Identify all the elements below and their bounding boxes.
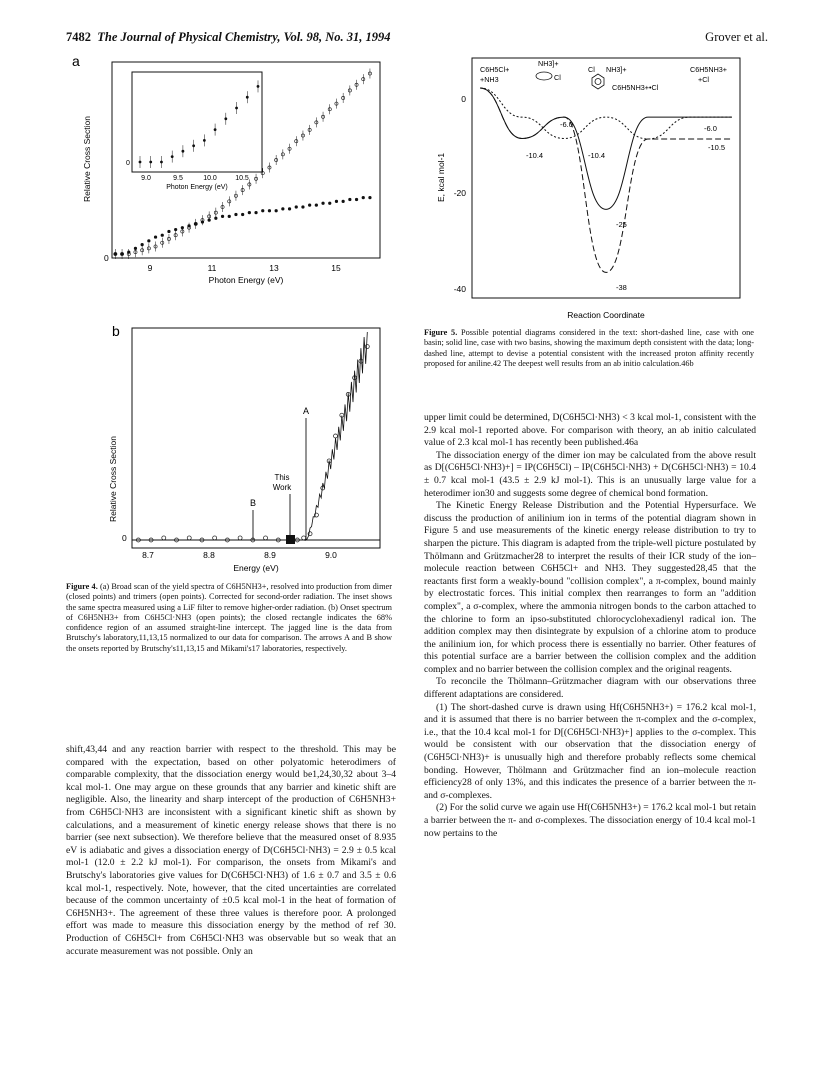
label-aniliniumcl: C6H5NH3+•Cl — [612, 83, 659, 92]
dimer-point — [368, 196, 371, 199]
short-dashed-curve — [480, 88, 732, 139]
dimer-point — [328, 202, 331, 205]
b-tick-8-8: 8.8 — [203, 550, 215, 560]
b-tick-8-9: 8.9 — [264, 550, 276, 560]
dimer-point — [288, 207, 291, 210]
running-header — [66, 30, 391, 45]
dimer-point — [342, 200, 345, 203]
dimer-point — [228, 215, 231, 218]
this-work-label-1: This — [274, 473, 290, 482]
figure5-chart — [420, 52, 750, 332]
y-tick-20: -20 — [453, 188, 466, 198]
figure4-caption — [66, 582, 392, 654]
b-tick-8-7: 8.7 — [142, 550, 154, 560]
onset-point — [238, 536, 242, 540]
dimer-point — [315, 204, 318, 207]
onset-point — [359, 359, 363, 363]
figure5-yticks — [454, 94, 467, 294]
dimer-point — [308, 204, 311, 207]
panel-a-xticks — [148, 263, 341, 273]
inset-zero: 0 — [126, 160, 130, 167]
journal-citation: The Journal of Physical Chemistry, Vol. 98, No. 31, 1994 — [97, 30, 391, 44]
benzene-ring-icon-2 — [592, 74, 604, 89]
inset-tick-9-5: 9.5 — [173, 175, 183, 182]
panel-a-zero: 0 — [104, 253, 109, 263]
label-cl-2: Cl — [588, 65, 595, 74]
a-tick-15: 15 — [331, 263, 341, 273]
inset-xticks — [141, 175, 249, 182]
panel-a-xlabel: Photon Energy (eV) — [208, 275, 284, 285]
dimer-point — [234, 213, 237, 216]
this-work-label-2: Work — [272, 483, 292, 492]
dimer-point — [348, 198, 351, 201]
right-paragraph-1: upper limit could be determined, D(C6H5Cl·NH3) < 3 kcal mol-1, consistent with the 2.9 kcal mol-1 reported above. For comparison with theory, an ab initio calculated value of 2.3 kcal mol-1 has recently been published.46a — [424, 412, 756, 449]
inset-tick-10-0: 10.0 — [203, 175, 217, 182]
figure4-panel-b — [60, 322, 390, 580]
inset-tick-9-0: 9.0 — [141, 175, 151, 182]
a-tick-13: 13 — [269, 263, 279, 273]
dimer-point — [355, 198, 358, 201]
panel-b-ylabel: Relative Cross Section — [108, 436, 118, 522]
right-column-text — [424, 412, 756, 840]
panel-b-frame — [132, 328, 380, 548]
label-c6h5nh3-plus: C6H5NH3+ — [690, 65, 727, 74]
panel-a-ylabel: Relative Cross Section — [82, 116, 92, 202]
dimer-point — [254, 211, 257, 214]
dimer-point — [295, 205, 298, 208]
annotation-minus-10-5-right: -10.5 — [708, 143, 726, 152]
dimer-point — [335, 200, 338, 203]
dimer-point — [301, 205, 304, 208]
annotation-minus-10-4-mid: -10.4 — [588, 151, 606, 160]
dimer-point — [167, 230, 170, 233]
onset-point — [187, 536, 191, 540]
dimer-point — [268, 209, 271, 212]
annotation-minus-6-0-left: -6.0 — [560, 120, 573, 129]
onset-point — [264, 536, 268, 540]
panel-b-points — [132, 332, 380, 542]
onset-point — [365, 345, 369, 349]
a-tick-11: 11 — [207, 263, 217, 273]
label-nh3-ion-1: NH3]+ — [538, 59, 559, 68]
dimer-point — [221, 215, 224, 218]
right-paragraph-4: To reconcile the Thölmann–Grützmacher diagram with our observations three different adaptations are considered. — [424, 676, 756, 701]
dimer-point — [147, 239, 150, 242]
figure5-caption-text: Possible potential diagrams considered in the text: short-dashed line, case with one basin; solid line, case with two basins, showing the maximum depth consistent with the data; long-dashed line, attempt to devise a potential consistent with the increased proton affinity recently proposed for aniline.42 The deepest well results from an ab initio calculation.46b — [424, 328, 754, 368]
annotation-minus-10-4-left: -10.4 — [526, 151, 544, 160]
annotation-minus-38: -38 — [616, 283, 627, 292]
dimer-point — [154, 235, 157, 238]
dimer-point — [261, 209, 264, 212]
arrow-b-label: B — [250, 498, 257, 508]
arrow-a-label: A — [303, 406, 310, 416]
label-c6h5cl-plus: C6H5Cl+ — [480, 65, 510, 74]
annotation-minus-6-0-right: -6.0 — [704, 124, 717, 133]
authors-header: Grover et al. — [705, 30, 768, 44]
dimer-point — [281, 207, 284, 210]
right-paragraph-5: (1) The short-dashed curve is drawn using Hf(C6H5NH3+) = 176.2 kcal mol-1, and it is assumed that there is no barrier between the π-complex and the σ-complex, i.e., that the 10.4 kcal mol-1 for D[(C6H5Cl·NH3)+] applies to the σ-complex. This would be consistent with our observation that the dissociation energy of (C6H5Cl·NH3)+ is unusually high and therefore probably reflects some chemical bonding. However, Thölmann and Grützmacher find an ion–molecule reaction efficiency28 of only 13%, and this indicates the presence of a barrier between the π- and σ-complexes. — [424, 701, 756, 801]
a-tick-9: 9 — [147, 263, 153, 273]
solid-curve — [480, 88, 732, 209]
panel-b-zero: 0 — [122, 533, 127, 543]
panel-b-label: b — [112, 323, 120, 339]
dimer-point — [161, 234, 164, 237]
figure5-ylabel: E, kcal mol-1 — [436, 152, 446, 202]
benzene-ring-icon-1 — [536, 72, 552, 80]
inset-tick-10-5: 10.5 — [235, 175, 249, 182]
figure4-caption-text: (a) Broad scan of the yield spectra of C6H5NH3+, resolved into production from dimer (closed points) and trimers (open points). Corrected for second-order radiation. The inset shows the same spectra measured using a LiF filter to remove higher-order radiation. (b) Onset spectrum of C6H5NH3+ from C6H5Cl·NH3 (open points); the closed rectangle indicates the 68% confidence region of an assumed straight-line intercept. The jagged line is the data from Brutschy's laboratory,11,13,15 normalized to our data for comparison. The arrows A and B show the onsets reported by Brutschy's11,13,15 and Mikami's17 laboratories, respectively. — [66, 582, 392, 653]
label-nh3-ion-2: NH3]+ — [606, 65, 627, 74]
figure4-panel-a — [60, 52, 390, 300]
onset-point — [213, 536, 217, 540]
figure5-caption-lead: Figure 5. — [424, 328, 458, 337]
dimer-point — [241, 213, 244, 216]
figure5-caption — [424, 328, 754, 369]
inset-frame — [132, 72, 262, 172]
dimer-point — [248, 211, 251, 214]
panel-b-xlabel: Energy (eV) — [233, 563, 279, 573]
onset-point — [333, 434, 337, 438]
page-number: 7482 — [66, 30, 91, 44]
left-paragraph-1: shift,43,44 and any reaction barrier with respect to the threshold. This may be compared with the expectation, based on other polyatomic heterodimers of comparable complexity, that the dissociation energy would be1,24,30,32 about 3–4 kcal mol-1. One may argue on these grounds that any barrier and kinetic shift are negligible. Also, the linearity and sharp intercept of the production of C6H5NH3+ from C6H5Cl·NH3 are inconsistent with a significant kinetic shift as shown by calculations, and a measurement of kinetic energy release shows that there is no barrier (see next subsection). We therefore believe that the measured onset of 8.935 eV is adiabatic and gives a dissociation energy of D(C6H5Cl·NH3) = 2.9 ± 0.5 kcal mol-1 (12.0 ± 2.2 kJ mol-1). For comparison, the onsets from Mikami's and Brutschy's laboratories give values for D(C6H5Cl·NH3) of 1.6 ± 0.7 and 3.5 ± 0.6 kcal mol-1, respectively. Note, however, that the cited uncertainties are correlated because of the common uncertainty of ±0.5 kcal mol-1 in the heat of formation of C6H5NH3+. The agreement of these three values is therefore poor. A prolonged effort was made to measure this dissociation energy by the method of ref 30. Production of C6H5Cl+ from C6H5Cl·NH3 was observable but so weak that an accurate measurement was not possible. Only an — [66, 744, 396, 957]
right-paragraph-3: The Kinetic Energy Release Distribution and the Potential Hypersurface. We discuss the production of anilinium ion in terms of the potential diagram shown in Figure 5 and use measurements of the kinetic energy release distribution to try to sharpen the picture. This diagram is adapted from the triple-well picture postulated by Thölmann and Grützmacher28 to interpret the results of their ICR study of the ion–molecule reaction between C6H5Cl+ and NH3. They suggested28,45 that the reactants first form a weakly-bound "collision complex", a π-complex, bound mainly by electrostatic forces. This initial complex then rearranges to form an "addition complex", a σ-complex, where the ammonia nitrogen bonds to the carbon attached to the chlorine to form an ipso-substituted chlorocyclohexadienyl radical ion. The addition complex may then disintegrate by expulsion of a chlorine atom to produce the anilinium ion, for which process there is essentially no barrier. Other features of this potential surface are a barrier between the collision complex and the addition complex and no barrier between the collision complex and the original reagents. — [424, 500, 756, 675]
panel-a-label: a — [72, 53, 80, 69]
label-plus-cl: +Cl — [698, 75, 709, 84]
dimer-point — [275, 209, 278, 212]
figure4-caption-lead: Figure 4. — [66, 582, 98, 591]
confidence-rectangle — [286, 535, 295, 544]
dimer-point — [362, 196, 365, 199]
right-paragraph-2: The dissociation energy of the dimer ion may be calculated from the above result as D[(C6H5Cl·NH3)+] = IP(C6H5Cl) – IP(C6H5Cl·NH3) + D(C6H5Cl·NH3) = 10.4 ± 0.7 kcal mol-1 (43.5 ± 2.9 kJ mol-1). This is an unusually large value for a heterodimer ion30 and suggests some degree of chemical bond formation. — [424, 449, 756, 499]
y-tick-0: 0 — [461, 94, 466, 104]
b-tick-9-0: 9.0 — [325, 550, 337, 560]
right-paragraph-6: (2) For the solid curve we again use Hf(C6H5NH3+) = 176.2 kcal mol-1 but retain a barrier between the π- and σ-complexes. The dissociation energy of 10.4 kcal mol-1 now pertains to the — [424, 802, 756, 839]
figure5-frame — [472, 58, 740, 298]
label-cl-1: Cl — [554, 73, 561, 82]
label-plus-nh3: +NH3 — [480, 75, 499, 84]
y-tick-40: -40 — [453, 284, 466, 294]
figure5-xlabel: Reaction Coordinate — [567, 310, 645, 320]
long-dashed-curve — [480, 88, 732, 272]
dimer-point — [321, 202, 324, 205]
onset-point — [162, 536, 166, 540]
figure5-curves — [480, 88, 732, 272]
left-column-text — [66, 744, 396, 958]
inset-xlabel: Photon Energy (eV) — [166, 184, 228, 191]
brutschy-jagged-line — [304, 332, 368, 540]
annotation-minus-25: -25 — [616, 220, 627, 229]
onset-point — [302, 536, 306, 540]
panel-b-xticks — [142, 550, 337, 560]
